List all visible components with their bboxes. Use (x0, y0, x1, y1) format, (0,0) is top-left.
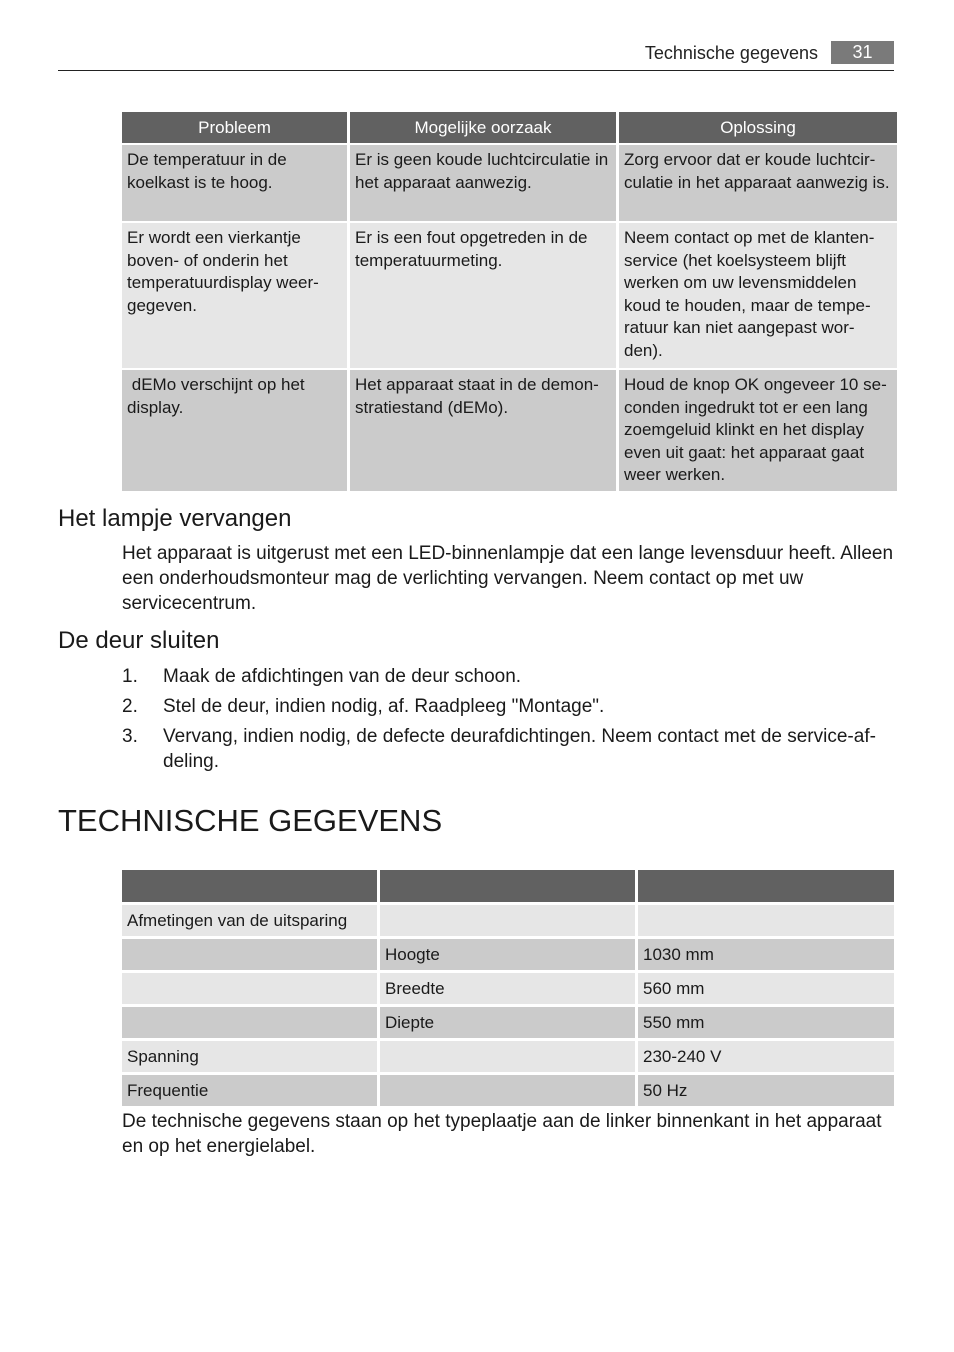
table-row (122, 1041, 894, 1072)
spec-sub-cell (380, 1041, 635, 1072)
table-row (122, 223, 897, 368)
spec-label-cell (122, 939, 377, 970)
solution-cell: Zorg ervoor dat er koude luchtcir-culatie in het apparaat aanwezig is. (619, 145, 897, 221)
spec-sub-cell: Hoogte (380, 939, 635, 970)
spec-value-cell: 560 mm (638, 973, 894, 1004)
solution-cell: Houd de knop OK ongeveer 10 se-conden ingedrukt tot er een lang zoemgeluid klinkt en het display even uit gaat: het apparaat gaat weer werken. (619, 370, 897, 491)
table-row (122, 1075, 894, 1106)
problem-cell: Er wordt een vierkantje boven- of onderin het temperatuurdisplay weer-gegeven. (122, 223, 347, 368)
list-item (122, 694, 894, 719)
table-row (122, 973, 894, 1004)
list-item (122, 664, 894, 689)
spec-value-cell: 1030 mm (638, 939, 894, 970)
door-heading: De deur sluiten (58, 627, 220, 654)
troubleshooting-table (119, 110, 900, 493)
page-header (58, 40, 894, 71)
step-number: 3. (122, 726, 138, 747)
lamp-heading: Het lampje vervangen (58, 505, 292, 532)
tech-footer-text: De technische gegevens staan op het typeplaatje aan de linker binnenkant in het apparaat en op het energielabel. (122, 1111, 882, 1157)
spec-label-cell (122, 1007, 377, 1038)
spec-sub-cell (380, 1075, 635, 1106)
lamp-text: Het apparaat is uitgerust met een LED-binnenlampje dat een lange levensduur heeft. Alleen een onderhoudsmonteur mag de verlichting vervangen. Neem contact op met uw servicecentrum. (122, 543, 894, 614)
table-row (122, 145, 897, 221)
solution-cell: Neem contact op met de klanten-service (het koelsysteem blijft werken om uw levensmiddelen koud te houden, maar de tempe-ratuur kan niet aangepast wor-den). (619, 223, 897, 368)
spec-sub-cell: Diepte (380, 1007, 635, 1038)
cause-cell: Er is een fout opgetreden in de temperatuurmeting. (350, 223, 616, 368)
step-number: 2. (122, 696, 138, 717)
spec-value-cell: 50 Hz (638, 1075, 894, 1106)
cause-cell: Het apparaat staat in de demon-stratiestand (dEMo). (350, 370, 616, 491)
spec-value-cell: 550 mm (638, 1007, 894, 1038)
column-header (380, 870, 635, 902)
step-number: 1. (122, 666, 138, 687)
spec-label-cell: Afmetingen van de uitsparing (122, 905, 377, 936)
tech-heading: TECHNISCHE GEGEVENS (58, 803, 443, 838)
spec-value-cell: 230-240 V (638, 1041, 894, 1072)
list-item (122, 724, 894, 774)
column-header (638, 870, 894, 902)
door-steps-list (122, 664, 894, 779)
column-header-cause: Mogelijke oorzaak (350, 112, 616, 143)
table-header-row (122, 870, 894, 902)
column-header-solution: Oplossing (619, 112, 897, 143)
spec-label-cell (122, 973, 377, 1004)
table-row (122, 905, 894, 936)
header-title: Technische gegevens (644, 43, 818, 63)
specifications-table (119, 867, 897, 1109)
page-number: 31 (831, 41, 894, 64)
problem-cell: De temperatuur in de koelkast is te hoog. (122, 145, 347, 221)
table-row (122, 370, 897, 491)
cause-cell: Er is geen koude luchtcirculatie in het apparaat aanwezig. (350, 145, 616, 221)
spec-label-cell: Spanning (122, 1041, 377, 1072)
step-text: Vervang, indien nodig, de defecte deurafdichtingen. Neem contact met de service-af-deling. (163, 726, 876, 772)
spec-sub-cell (380, 905, 635, 936)
step-text: Stel de deur, indien nodig, af. Raadpleeg "Montage". (163, 696, 605, 717)
spec-value-cell (638, 905, 894, 936)
spec-label-cell: Frequentie (122, 1075, 377, 1106)
table-row (122, 1007, 894, 1038)
table-row (122, 939, 894, 970)
column-header-problem: Probleem (122, 112, 347, 143)
column-header (122, 870, 377, 902)
table-header-row (122, 112, 897, 143)
step-text: Maak de afdichtingen van de deur schoon. (163, 666, 522, 687)
problem-cell: dEMo verschijnt op het display. (122, 370, 347, 491)
spec-sub-cell: Breedte (380, 973, 635, 1004)
